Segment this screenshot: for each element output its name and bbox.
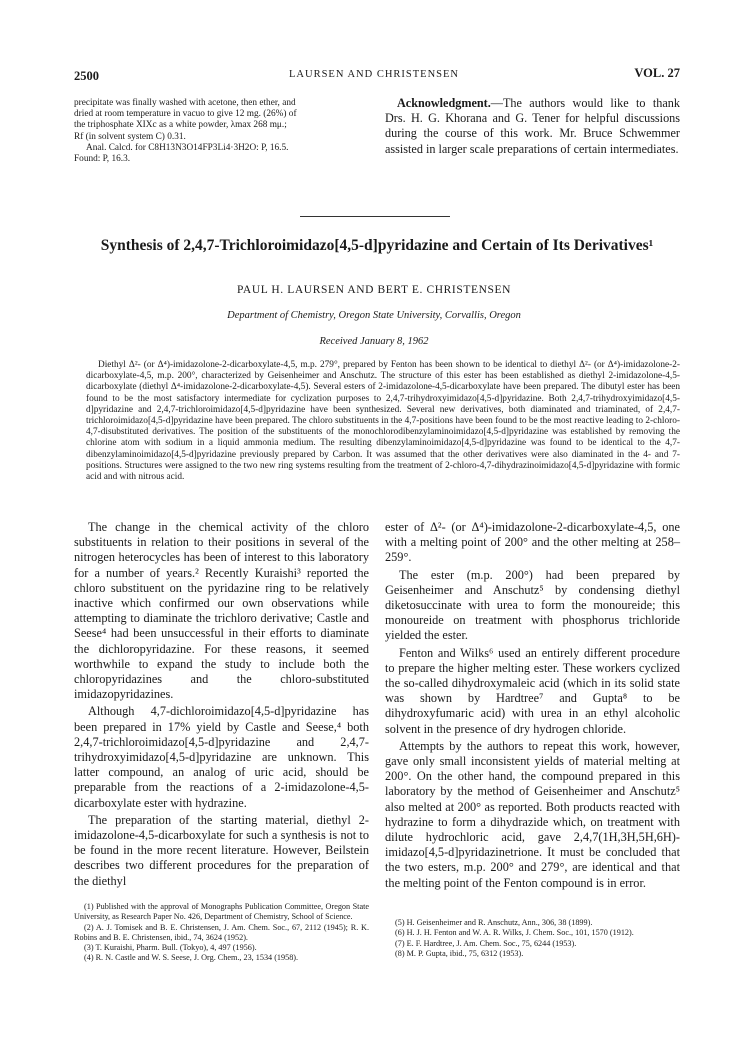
left-column: [74, 520, 369, 891]
fragment-line: dried at room temperature in vacuo to give 12 mg. (26%) of: [74, 109, 297, 120]
article-affiliation: Department of Chemistry, Oregon State University, Corvallis, Oregon: [227, 310, 521, 321]
footnote: (3) T. Kuraishi, Pharm. Bull. (Tokyo), 4, 497 (1956).: [84, 943, 257, 953]
footnote: (8) M. P. Gupta, ibid., 75, 6312 (1953).: [395, 948, 524, 958]
fragment-line: Anal. Calcd. for C8H13N3O14FP3Li4·3H2O: P, 16.5.: [86, 142, 289, 153]
body-paragraph: Fenton and Wilks⁶ used an entirely different procedure to prepare the higher melting ester. These workers cyclized the so-called dihydroxymaleic acid (which in its solid state was shown by Hardtree⁷ and Gupta⁸ to be dihydroxyfumaric acid) with urea in an ethyl alcoholic solvent in the presence of dry hydrogen chloride.: [385, 645, 680, 736]
fragment-line: precipitate was finally washed with acetone, then ether, and: [74, 98, 296, 108]
abstract: Diethyl Δ²- (or Δ⁴)-imidazolone-2-dicarboxylate-4,5, m.p. 279°, prepared by Fenton has been shown to be identical to diethyl Δ²- (or Δ⁴)-imidazolone-2-dicarboxylate-4,5, m.p. 200°, characterized by Geisenheimer and Anschutz. The structure of this ester has been established as diethyl 2-imidazolone-4,5-dicarboxylate (diethyl Δ⁴-imidazolone-2-dicarboxylate-4,5). Several esters of 2-imidazolone-4,5-dicarboxylate have been prepared. The dibutyl ester has been found to be the most satisfactory intermediate for cyclization purposes to 2,4,7-trihydroxyimidazo[4,5-d]pyridazine. Both 2,4,7-trihydroxyimidazo[4,5-d]pyridazine and 2,4,7-trichloroimidazo[4,5-d]pyridazine have been synthesized. Several new derivatives, both diaminated and triaminated, of 2,4,7-trichloroimidazo[4,5-d]pyridazine have been prepared. The chloro substituents in the 4,7-positions have been found to be the most reactive leading to 2-chloro-4,7-disubstituted derivatives. The position of the substituents of the monochlorodibenzylaminoimidazo[4,5-d]pyridazine was established by removing the chlorine atom with sodium in a liquid ammonia medium. The resulting dibenzylaminoimidazo[4,5-d]pyridazine was found to be identical to the 4,7-dibenzylaminoimidazo[4,5-d]pyridazine previously prepared by Carbon. It was assumed that the other derivatives were also diaminated in the 4- and 7-positions. Structures were assigned to the two new ring systems resulting from the treatment of 2-chloro-4,7-dihydrazinoimidazo[4,5-d]pyridazine with formic acid and with nitrous acid.: [86, 360, 680, 483]
article-title: Synthesis of 2,4,7-Trichloroimidazo[4,5-d]pyridazine and Certain of Its Derivatives¹: [100, 237, 654, 254]
body-paragraph: The preparation of the starting material, diethyl 2-imidazolone-4,5-dicarboxylate for such a synthesis is not to be found in the more recent literature. However, Beilstein describes two different procedures for the preparation of the diethyl: [74, 812, 369, 888]
footnote: (5) H. Geisenheimer and R. Anschutz, Ann., 306, 38 (1899).: [395, 918, 593, 927]
received-date: Received January 8, 1962: [319, 336, 429, 347]
acknowledgment: [385, 96, 680, 157]
page-number: 2500: [74, 69, 99, 83]
section-divider: [300, 216, 450, 217]
footnote: (6) H. J. H. Fenton and W. A. R. Wilks, J. Chem. Soc., 101, 1570 (1912).: [395, 928, 634, 938]
fragment-line: the triphosphate XIXc as a white powder, λmax 268 mμ.;: [74, 120, 287, 131]
volume-label: VOL. 27: [634, 66, 680, 80]
footnotes-left: [74, 902, 369, 964]
running-title: LAURSEN AND CHRISTENSEN: [288, 69, 459, 80]
body-paragraph: The ester (m.p. 200°) had been prepared by Geisenheimer and Anschutz⁵ by condensing diethyl diketosuccinate with urea to form the monoureide; this monoureide on treatment with phosphorus trichloride yielded the ester.: [385, 567, 680, 643]
footnote: (7) E. F. Hardtree, J. Am. Chem. Soc., 75, 6244 (1953).: [395, 938, 577, 948]
article-authors: PAUL H. LAURSEN AND BERT E. CHRISTENSEN: [236, 284, 512, 296]
fragment-line: Found: P, 16.3.: [74, 154, 131, 165]
body-paragraph: ester of Δ²- (or Δ⁴)-imidazolone-2-dicarboxylate-4,5, one with a melting point of 200° and the other melting at 258–259°.: [385, 520, 680, 565]
previous-article-fragment: [74, 98, 364, 165]
footnote: (4) R. N. Castle and W. S. Seese, J. Org. Chem., 23, 1534 (1958).: [84, 953, 299, 963]
acknowledgment-text: —The authors would like to thank Drs. H. G. Khorana and G. Tener for helpful discussions during the course of this work. Mr. Bruce Schwemmer assisted in larger scale preparations of certain intermediates.: [385, 96, 680, 156]
fragment-line: Rf (in solvent system C) 0.31.: [74, 131, 186, 142]
right-column: [385, 520, 680, 893]
body-paragraph: Although 4,7-dichloroimidazo[4,5-d]pyridazine has been prepared in 17% yield by Castle and Seese,⁴ both 2,4,7-trichloroimidazo[4,5-d]pyridazine and 2,4,7-trihydroxyimidazo[4,5-d]pyridazine are unknown. This latter compound, an analog of uric acid, should be preparable from the reactions of a 2-imidazolone-4,5-dicarboxylate ester with hydrazine.: [74, 704, 369, 810]
body-paragraph: The change in the chemical activity of the chloro substituents in relation to their positions in several of the nitrogen heterocycles has been of interest to this laboratory for a number of years.² Recently Kuraishi³ reported the chloro substituent on the pyridazine ring to be relatively inactive which confirmed our own observations while attempting to diaminate the trichloro derivative; Castle and Seese⁴ had been unsuccessful in their efforts to diaminate the dichloropyridazine. For these reasons, it seemed worthwhile to expand the study to include both the chloropyridazines and the chloro-substituted imidazopyridazines.: [74, 520, 369, 702]
footnote: (2) A. J. Tomisek and B. E. Christensen, J. Am. Chem. Soc., 67, 2112 (1945); R. K. Robins and B. E. Christensen, ibid., 74, 3624 (1952).: [74, 922, 369, 942]
footnotes-right: [385, 918, 680, 959]
acknowledgment-heading: Acknowledgment.: [397, 96, 491, 110]
body-paragraph: Attempts by the authors to repeat this work, however, gave only small inconsistent yields of material melting at 200°. On the other hand, the compound prepared in this laboratory by the method of Geisenheimer and Anschutz⁵ also melted at 200° as reported. Both products reacted with hydrazine to form a dihydrazide which, on treatment with dilute hydrochloric acid, gave 2,4,7(1H,3H,5H,6H)-imidazo[4,5-d]pyridazinetrione. It must be concluded that the two esters, m.p. 200° and 279°, are identical and that the melting point of the Fenton compound is in error.: [385, 738, 680, 890]
footnote: (1) Published with the approval of Monographs Publication Committee, Oregon State University, as Research Paper No. 426, Department of Chemistry, School of Science.: [74, 902, 369, 922]
